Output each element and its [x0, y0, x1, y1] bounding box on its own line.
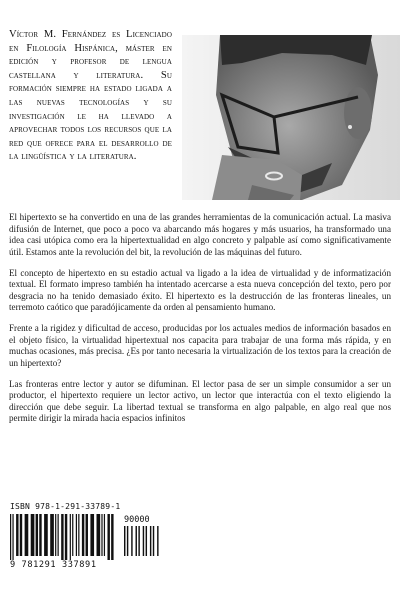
barcode-bar [10, 514, 11, 560]
barcode-bar [104, 514, 105, 556]
barcode-number: 9 781291 337891 [10, 560, 97, 570]
barcode-bar [127, 526, 128, 556]
barcode-bars [10, 514, 116, 560]
barcode-bar [138, 526, 139, 556]
barcode-bar [153, 526, 154, 556]
barcode-bar [143, 526, 144, 556]
barcode-bar [146, 526, 147, 556]
barcode-bar [136, 526, 137, 556]
barcode-bar [76, 514, 77, 556]
price-code: 90000 [124, 515, 150, 525]
barcode-bar [58, 514, 59, 556]
author-photo [182, 35, 400, 200]
barcode-bar [97, 514, 101, 556]
barcode-bar [111, 514, 113, 560]
isbn-label: ISBN 978-1-291-33789-1 [10, 502, 121, 511]
barcode-bar [124, 526, 125, 556]
barcode-bar [157, 526, 158, 556]
barcode-bar [25, 514, 29, 556]
barcode-bar [86, 514, 88, 556]
synopsis-paragraph: Frente a la rigidez y dificultad de acceso, producidas por los actuales medios de información basados en el objeto físico, la virtualidad hipertextual nos capacita para trabajar de una forma más rápida, y en muchas ocasiones, más precisa. ¿Es por tanto necesaria la virtualización de los textos para la creación de un hipertexto? [9, 323, 391, 368]
barcode-bar [44, 514, 48, 556]
barcode-bar [36, 514, 38, 556]
barcode-bar [150, 526, 151, 556]
barcode-bar [82, 514, 84, 556]
barcode-bar [12, 514, 13, 560]
barcode-bar [90, 514, 94, 556]
barcode-bar [20, 514, 22, 556]
barcode-bar [16, 514, 18, 556]
barcode-bar [65, 514, 67, 560]
author-bio: Víctor M. Fernández es Licenciado en Filología Hispánica, máster en edición y profesor de lengua castellana y literatura. Su formación siempre ha estado ligada a las nuevas tecnologías y su investigación le ha llevado a aprovechar todos los recursos que la red que ofrece para el desarrollo de la lingüística y la literatura. [9, 29, 172, 163]
barcode-bar [50, 514, 54, 556]
synopsis [9, 212, 391, 434]
barcode-bar [55, 514, 56, 556]
barcode-bar [72, 514, 73, 556]
barcode-bar [70, 514, 71, 560]
barcode-bar [131, 526, 132, 556]
barcode-bar [31, 514, 35, 556]
barcode-bar [39, 514, 41, 556]
synopsis-paragraph: El hipertexto se ha convertido en una de las grandes herramientas de la comunicación actual. La masiva difusión de Internet, que poco a poco va abarcando más hogares y más usuarios, ha transformado una idea casi utópica como era la hipertextualidad en algo concreto y palpable así como significativamente útil. Estamos ante la revolución del bit, la revolución de las máquinas del futuro. [9, 212, 391, 257]
barcode-bar [101, 514, 102, 556]
barcode-bar [107, 514, 109, 560]
isbn-barcode [10, 502, 160, 570]
price-barcode-bars [124, 526, 160, 560]
barcode-bar [61, 514, 63, 560]
barcode-bar [78, 514, 79, 556]
synopsis-paragraph: El concepto de hipertexto en su estadio actual va ligado a la idea de virtualidad y de informatización textual. El formato impreso también ha intentado acercarse a esta nueva concepción del texto, pero por desgracia no ha tenido demasiado éxito. El hipertexto es la destrucción de las fronteras lineales, un terremoto caótico que paradójicamente da orden al pensamiento humano. [9, 267, 391, 313]
synopsis-paragraph: Las fronteras entre lector y autor se difuminan. El lector pasa de ser un simple consumidor a ser un productor, el hipertexto requiere un lector activo, un lector que interactúa con el texto eligiendo la dirección que debe seguir. La libertad textual se transforma en algo palpable, en algo real que nos permite dirigir la mirada hacia espacios infinitos [9, 378, 391, 424]
